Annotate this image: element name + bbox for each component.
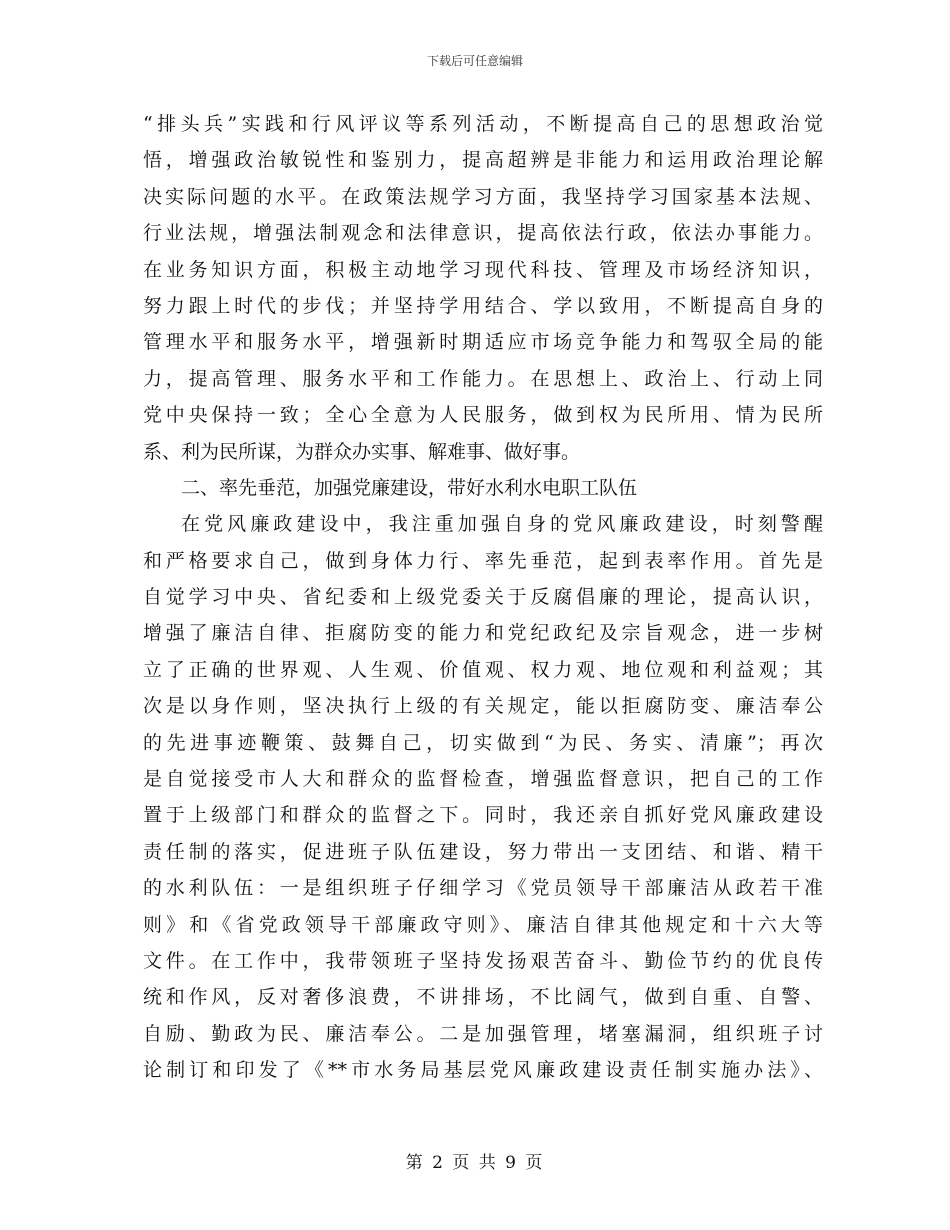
body-line: “排头兵”实践和行风评议等系列活动，不断提高自己的思想政治觉 (143, 113, 823, 135)
body-line: 悟，增强政治敏锐性和鉴别力，提高超辨是非能力和运用政治理论解 (143, 149, 823, 172)
body-line: 在业务知识方面，积极主动地学习现代科技、管理及市场经济知识， (143, 258, 823, 281)
body-line: 增强了廉洁自律、拒腐防变的能力和党纪政纪及宗旨观念，进一步树 (143, 622, 823, 645)
section-heading: 二、率先垂范，加强党廉建设，带好水利水电职工队伍 (181, 476, 638, 499)
body-line: 和严格要求自己，做到身体力行、率先垂范，起到表率作用。首先是 (143, 549, 823, 572)
body-line: 党中央保持一致；全心全意为人民服务，做到权为民所用、情为民所 (143, 404, 823, 427)
body-line: 管理水平和服务水平，增强新时期适应市场竞争能力和驾驭全局的能 (143, 331, 823, 354)
body-line: 置于上级部门和群众的监督之下。同时，我还亲自抓好党风廉政建设 (143, 804, 823, 827)
page-header: 下载后可任意编辑 (426, 54, 523, 68)
body-line: 自励、勤政为民、廉洁奉公。二是加强管理，堵塞漏洞，组织班子讨 (143, 1022, 823, 1045)
body-line: 文件。在工作中，我带领班子坚持发扬艰苦奋斗、勤俭节约的优良传 (143, 949, 823, 972)
body-line: 决实际问题的水平。在政策法规学习方面，我坚持学习国家基本法规、 (143, 185, 823, 208)
body-line: 立了正确的世界观、人生观、价值观、权力观、地位观和利益观；其 (143, 658, 823, 681)
body-line: 统和作风，反对奢侈浪费，不讲排场，不比阔气，做到自重、自警、 (143, 986, 823, 1009)
body-line: 力，提高管理、服务水平和工作能力。在思想上、政治上、行动上同 (143, 367, 823, 390)
body-line: 是自觉接受市人大和群众的监督检查，增强监督意识，把自己的工作 (143, 768, 823, 791)
page-number-footer: 第 2 页 共 9 页 (405, 1153, 545, 1173)
body-line: 自觉学习中央、省纪委和上级党委关于反腐倡廉的理论，提高认识， (143, 586, 823, 609)
body-line: 努力跟上时代的步伐；并坚持学用结合、学以致用，不断提高自身的 (143, 294, 823, 317)
body-line: 行业法规，增强法制观念和法律意识，提高依法行政，依法办事能力。 (143, 222, 823, 245)
body-line: 则》和《省党政领导干部廉政守则》、廉洁自律其他规定和十六大等 (143, 913, 823, 936)
body-line: 责任制的落实，促进班子队伍建设，努力带出一支团结、和谐、精干 (143, 840, 823, 863)
body-line: 在党风廉政建设中，我注重加强自身的党风廉政建设，时刻警醒 (181, 513, 823, 536)
body-line: 论制订和印发了《**市水务局基层党风廉政建设责任制实施办法》、 (143, 1059, 823, 1082)
body-line: 的先进事迹鞭策、鼓舞自己，切实做到“为民、务实、清廉”；再次 (143, 731, 823, 754)
body-line: 次是以身作则，坚决执行上级的有关规定，能以拒腐防变、廉洁奉公 (143, 695, 823, 718)
document-body (143, 106, 823, 1089)
body-line: 系、利为民所谋，为群众办实事、解难事、做好事。 (143, 440, 581, 463)
body-line: 的水利队伍：一是组织班子仔细学习《党员领导干部廉洁从政若干准 (143, 877, 823, 900)
